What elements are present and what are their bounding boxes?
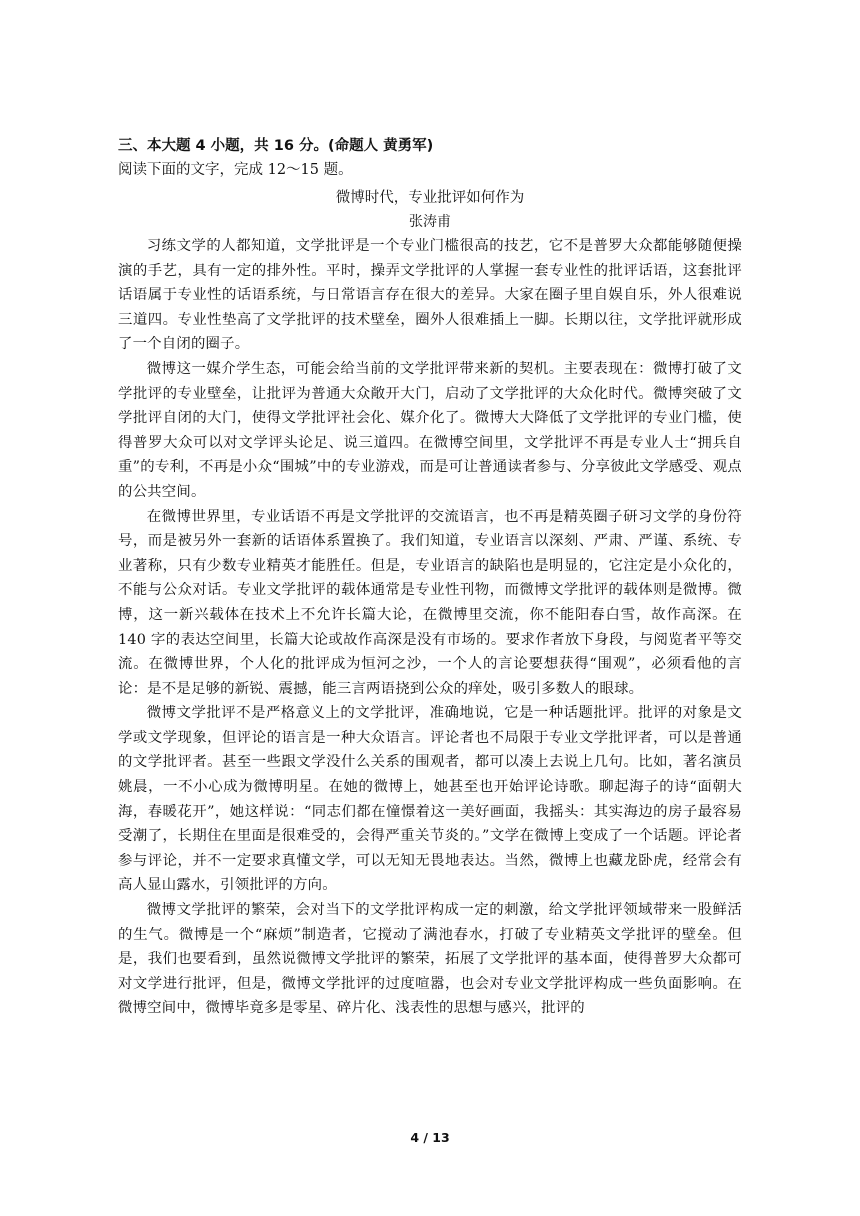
article-paragraph: 在微博世界里，专业话语不再是文学批评的交流语言，也不再是精英圈子研习文学的身份符号，而是被另外一套新的话语体系置换了。我们知道，专业语言以深刻、严肃、严谨、系统、专业著称，只有少数专业精英才能胜任。但是，专业语言的缺陷也是明显的，它注定是小众化的，不能与公众对话。专业文学批评的载体通常是专业性刊物，而微博文学批评的载体则是微博。微博，这一新兴载体在技术上不允许长篇大论，在微博里交流，你不能阳春白雪，故作高深。在 140 字的表达空间里，长篇大论或故作高深是没有市场的。要求作者放下身段，与阅览者平等交流。在微博世界，个人化的批评成为恒河之沙，一个人的言论要想获得“围观”，必须看他的言论：是不是足够的新锐、震撼，能三言两语挠到公众的痒处，吸引多数人的眼球。 <box>118 508 742 697</box>
article-paragraph: 习练文学的人都知道，文学批评是一个专业门槛很高的技艺，它不是普罗大众都能够随便操演的手艺，具有一定的排外性。平时，操弄文学批评的人掌握一套专业性的批评话语，这套批评话语属于专业性的话语系统，与日常语言存在很大的差异。大家在圈子里自娱自乐，外人很难说三道四。专业性垫高了文学批评的技术壁垒，圈外人很难插上一脚。长期以往，文学批评就形成了一个自闭的圈子。 <box>118 238 742 353</box>
page-number: 4 / 13 <box>410 1130 450 1145</box>
section-heading: 三、本大题 4 小题，共 16 分。(命题人 黄勇军) <box>118 138 434 154</box>
article-paragraph: 微博文学批评不是严格意义上的文学批评，准确地说，它是一种话题批评。批评的对象是文学或文学现象，但评论的语言是一种大众语言。评论者也不局限于专业文学批评者，可以是普通的文学批评者。甚至一些跟文学没什么关系的围观者，都可以凑上去说上几句。比如，著名演员姚晨，一不小心成为微博明星。在她的微博上，她甚至也开始评论诗歌。聊起海子的诗“面朝大海，春暖花开”，她这样说：“同志们都在憧憬着这一美好画面，我摇头：其实海边的房子最容易受潮了，长期住在里面是很难受的，会得严重关节炎的。”文学在微博上变成了一个话题。评论者参与评论，并不一定要求真懂文学，可以无知无畏地表达。当然，微博上也藏龙卧虎，经常会有高人显山露水，引领批评的方向。 <box>118 705 742 894</box>
article-paragraph: 微博文学批评的繁荣，会对当下的文学批评构成一定的刺激，给文学批评领域带来一股鲜活的生气。微博是一个“麻烦”制造者，它搅动了满池春水，打破了专业精英文学批评的壁垒。但是，我们也要看到，虽然说微博文学批评的繁荣，拓展了文学批评的基本面，使得普罗大众都可对文学进行批评，但是，微博文学批评的过度喧嚣，也会对专业文学批评构成一些负面影响。在微博空间中，微博毕竟多是零星、碎片化、浅表性的思想与感兴，批评的 <box>118 902 742 1017</box>
reading-instruction: 阅读下面的文字，完成 12～15 题。 <box>118 162 353 178</box>
article-author: 张涛甫 <box>409 214 451 230</box>
page-content <box>118 134 742 1021</box>
article-paragraph: 微博这一媒介学生态，可能会给当前的文学批评带来新的契机。主要表现在：微博打破了文学批评的专业壁垒，让批评为普通大众敞开大门，启动了文学批评的大众化时代。微博突破了文学批评自闭的大门，使得文学批评社会化、媒介化了。微博大大降低了文学批评的专业门槛，使得普罗大众可以对文学评头论足、说三道四。在微博空间里，文学批评不再是专业人士“拥兵自重”的专利，不再是小众“围城”中的专业游戏，而是可让普通读者参与、分享彼此文学感受、观点的公共空间。 <box>118 360 742 500</box>
article-title: 微博时代，专业批评如何作为 <box>335 190 525 206</box>
